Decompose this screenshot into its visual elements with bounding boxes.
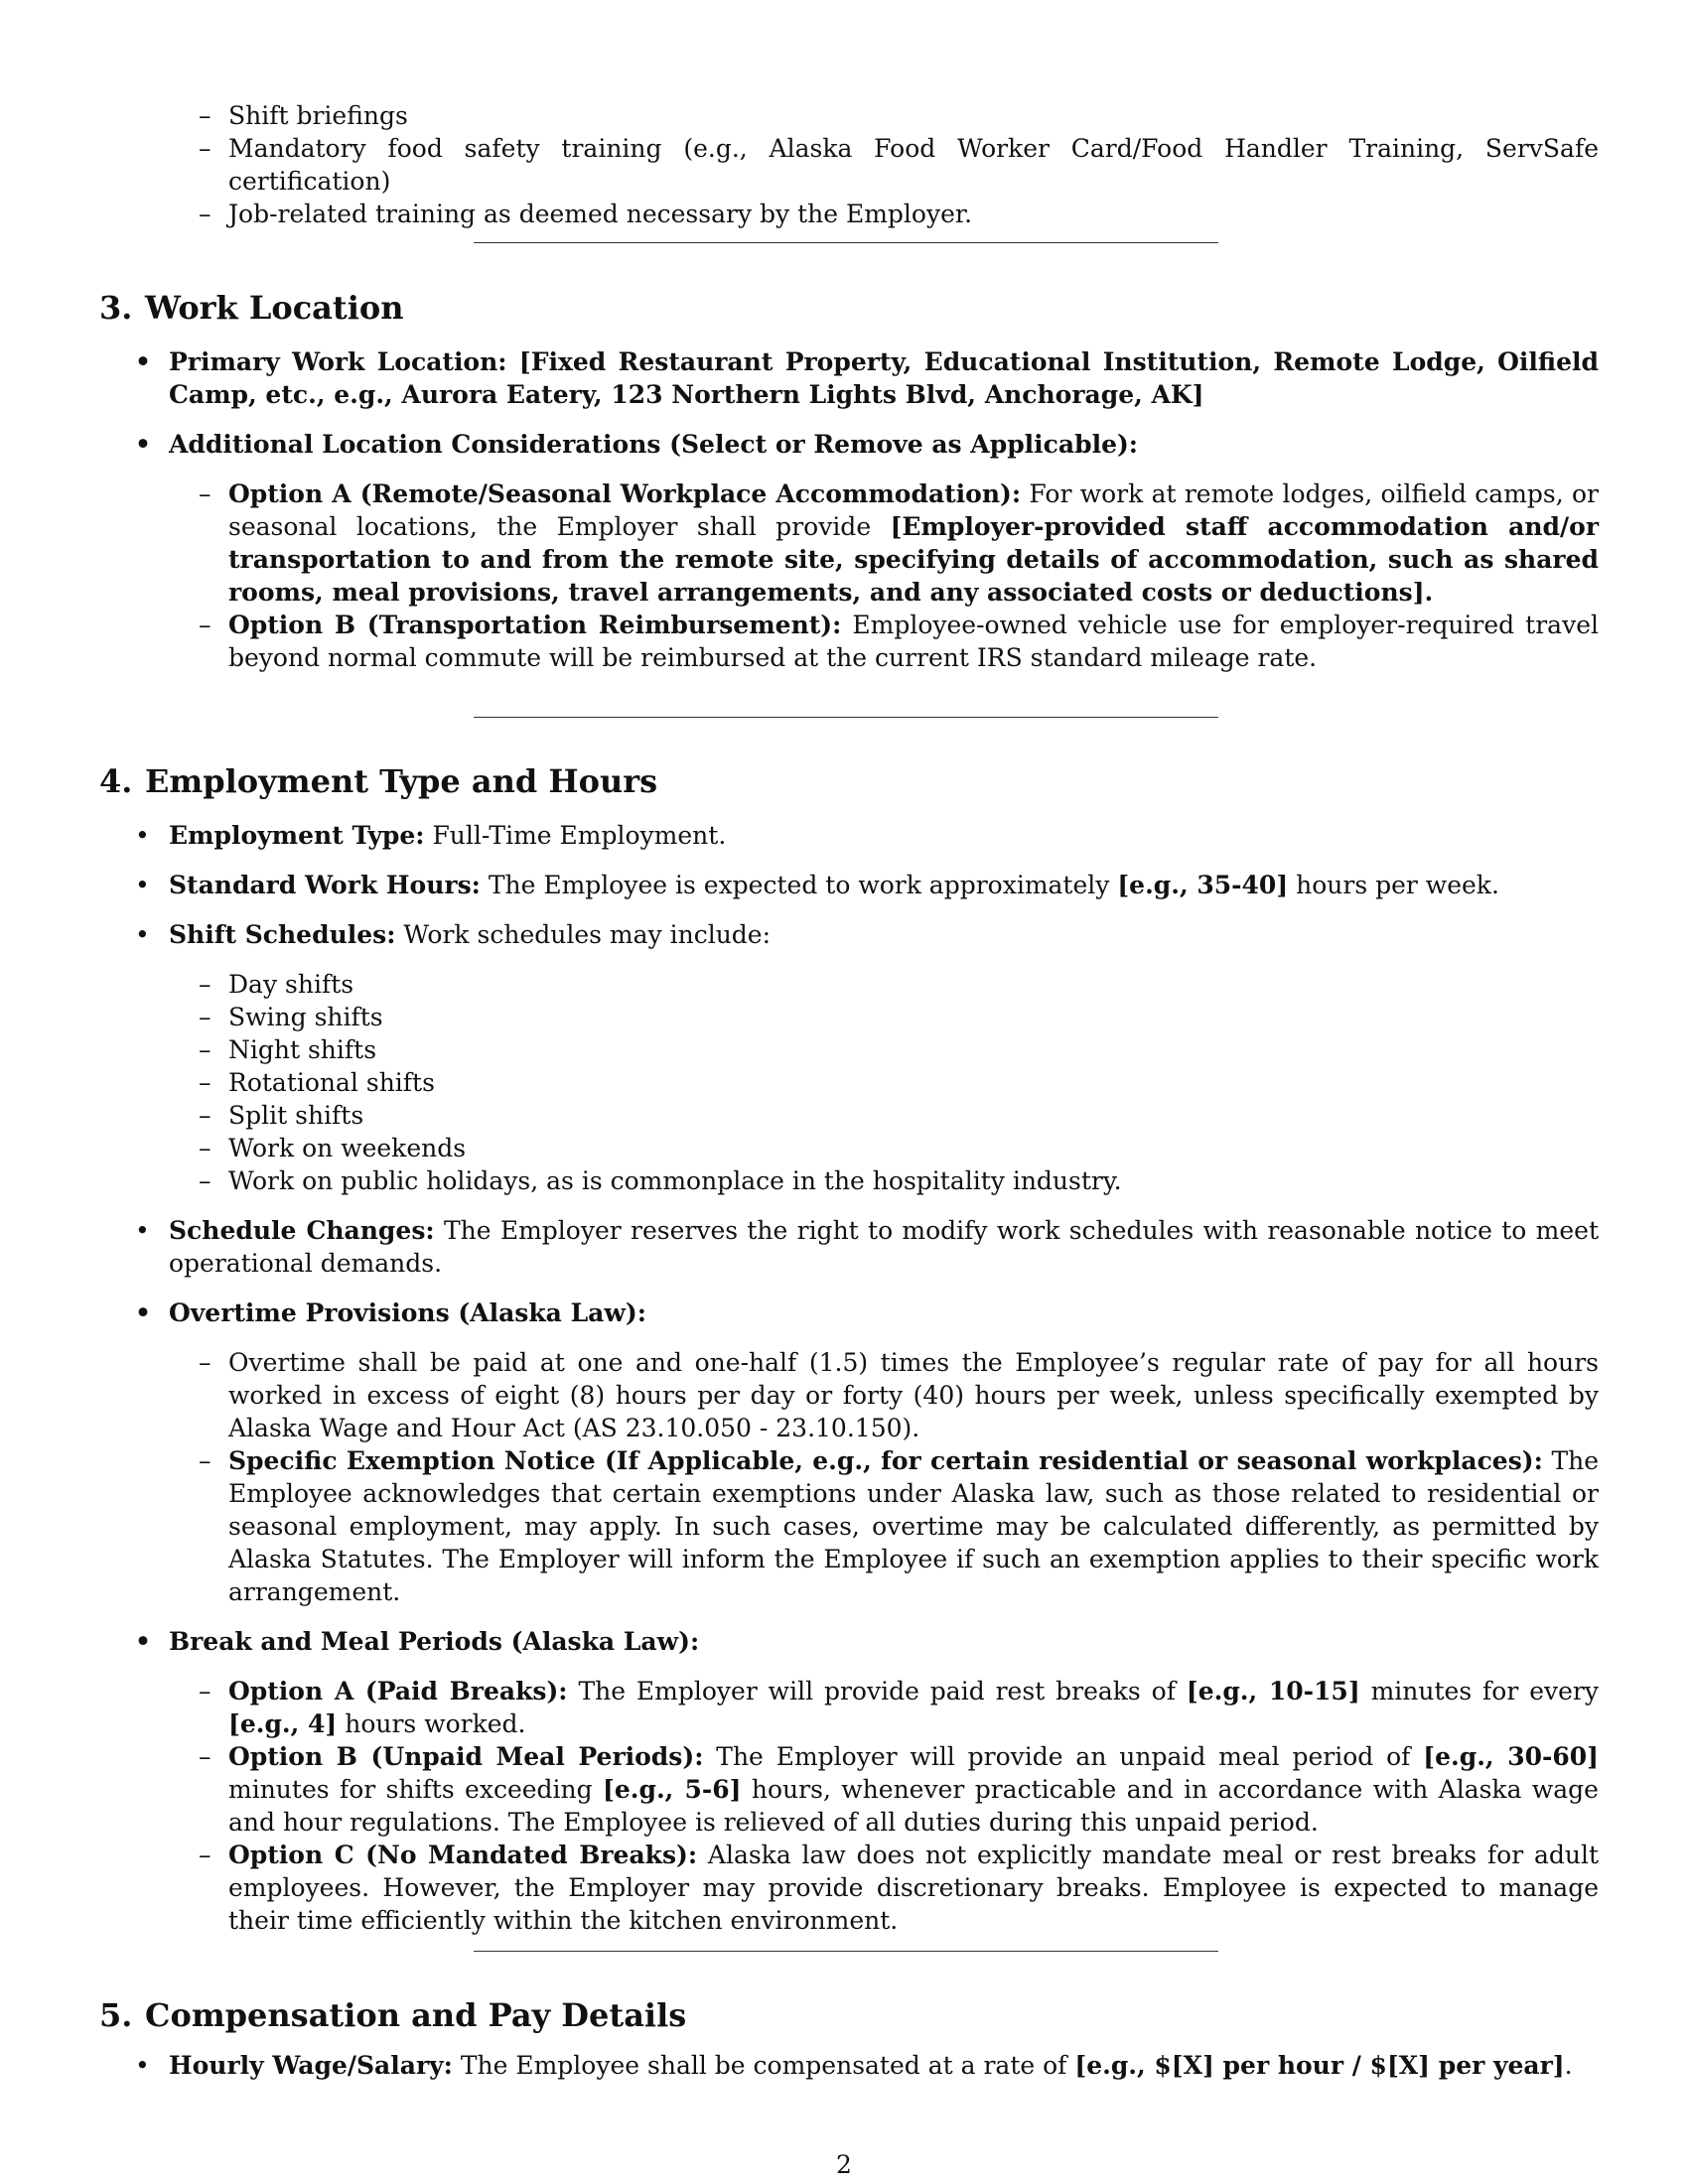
break-option-a-value: [e.g., 10-15] [1186,1677,1360,1706]
section-5-body [99,2049,1599,2082]
list-item: – Work on public holidays, as is commonplace in the hospitality industry. [99,1164,1599,1197]
schedule-changes-label: Schedule Changes: [169,1216,435,1245]
schedule-changes-text: The Employer reserves the right to modify work schedules with reasonable notice to meet operational demands. [169,1216,1599,1278]
list-item [99,918,1599,951]
section-number: 5. [99,1996,133,2034]
list-item [99,869,1599,901]
section-divider [474,717,1218,718]
exemption-text: The Employee acknowledges that certain exemptions under Alaska law, such as those related to residential or seasonal employment, may apply. In such cases, overtime may be calculated differently, as permitted by Alaska Statutes. The Employer will inform the Employee if such an exemption applies to their specific work arrangement. [228,1446,1600,1606]
break-option-b-text: The Employer will provide an unpaid meal period of [716,1742,1411,1771]
list-item [99,1675,1599,1740]
wage-label: Hourly Wage/Salary: [169,2051,453,2080]
list-item: – Night shifts [99,1033,1599,1066]
break-option-b-label: Option B (Unpaid Meal Periods): [228,1742,704,1771]
section-3-heading [99,288,403,328]
list-item: – Work on weekends [99,1132,1599,1164]
work-hours-value: [e.g., 35-40] [1117,871,1289,899]
section-divider [474,242,1218,243]
additional-location-label: Additional Location Considerations (Select or Remove as Applicable): [169,430,1139,459]
break-option-b-value: [e.g., 30-60] [1423,1742,1599,1771]
list-item [99,819,1599,852]
section-3-body [99,345,1599,674]
break-option-a-value: [e.g., 4] [228,1709,338,1738]
option-a-text: For work at remote lodges, oilfield camps, or seasonal locations, the Employer shall provide [228,479,1600,541]
list-item: – Day shifts [99,968,1599,1001]
list-item [99,1214,1599,1280]
break-option-b-text: hours, whenever practicable and in accordance with Alaska wage and hour regulations. The Employee is relieved of all duties during this unpaid period. [228,1775,1599,1837]
work-hours-text: The Employee is expected to work approximately [488,871,1110,899]
section-title: Compensation and Pay Details [145,1996,687,2034]
list-item [99,428,1599,461]
section-number: 4. [99,762,133,800]
list-item [99,1839,1599,1937]
section-title: Employment Type and Hours [145,762,658,800]
list-item: – Split shifts [99,1099,1599,1132]
section-4-body [99,819,1599,1937]
list-item [99,1625,1599,1658]
option-b-text: Employee-owned vehicle use for employer-required travel beyond normal commute will be reimbursed at the current IRS standard mileage rate. [228,611,1599,672]
page-number: 2 [836,2150,852,2179]
section-divider [474,1951,1218,1952]
break-option-b-value: [e.g., 5-6] [603,1775,742,1804]
option-a-bold: [Employer-provided staff accommodation and/or transportation to and from the remote site, specifying details of accommodation, such as shared rooms, meal provisions, travel arrangements, and any associated costs or deductions]. [228,512,1600,607]
break-option-a-label: Option A (Paid Breaks): [228,1677,568,1706]
primary-location-value: [Fixed Restaurant Property, Educational Institution, Remote Lodge, Oilfield Camp, etc., e.g., Aurora Eatery, 123 Northern Lights Blvd, Anchorage, AK] [169,347,1599,409]
break-option-c-label: Option C (No Mandated Breaks): [228,1841,698,1869]
shift-schedules-label: Shift Schedules: [169,920,396,949]
option-b-label: Option B (Transportation Reimbursement): [228,611,842,639]
work-hours-suffix: hours per week. [1296,871,1499,899]
overtime-label: Overtime Provisions (Alaska Law): [169,1298,646,1327]
break-option-a-text: minutes for every [1370,1677,1599,1706]
list-item [99,2049,1599,2082]
employment-type-text: Full-Time Employment. [432,821,727,850]
list-item: – Job-related training as deemed necessary by the Employer. [99,198,1599,230]
break-option-a-text: The Employer will provide paid rest breaks of [578,1677,1176,1706]
section-5-heading [99,1995,686,2035]
wage-text: The Employee shall be compensated at a rate of [460,2051,1067,2080]
list-item: – Overtime shall be paid at one and one-half (1.5) times the Employee’s regular rate of pay for all hours worked in excess of eight (8) hours per day or forty (40) hours per week, unless specifically exempted by Alaska Wage and Hour Act (AS 23.10.050 - 23.10.150). [99,1346,1599,1444]
list-item: – Swing shifts [99,1001,1599,1033]
list-item [99,1740,1599,1839]
option-a-label: Option A (Remote/Seasonal Workplace Accommodation): [228,479,1022,508]
breaks-label: Break and Meal Periods (Alaska Law): [169,1627,700,1656]
employment-type-label: Employment Type: [169,821,425,850]
break-option-c-text: Alaska law does not explicitly mandate meal or rest breaks for adult employees. However, the Employer may provide discretionary breaks. Employee is expected to manage their time efficiently within the kitchen environment. [228,1841,1600,1935]
work-hours-label: Standard Work Hours: [169,871,481,899]
section-number: 3. [99,289,133,327]
list-item: – Rotational shifts [99,1066,1599,1099]
wage-value: [e.g., $[X] per hour / $[X] per year] [1074,2051,1565,2080]
list-item [99,345,1599,411]
list-item [99,478,1599,609]
list-item [99,1297,1599,1329]
primary-location-label: Primary Work Location: [169,347,507,376]
list-item: – Mandatory food safety training (e.g., Alaska Food Worker Card/Food Handler Training, ServSafe certification) [99,132,1599,198]
exemption-label: Specific Exemption Notice (If Applicable, e.g., for certain residential or seasonal workplaces): [228,1446,1543,1475]
section-title: Work Location [145,289,404,327]
break-option-a-text: hours worked. [345,1709,526,1738]
list-item: – Shift briefings [99,99,1599,132]
list-item [99,1444,1599,1608]
training-list [99,99,1599,230]
shift-schedules-text: Work schedules may include: [403,920,772,949]
section-4-heading [99,761,657,801]
list-item [99,609,1599,674]
wage-suffix: . [1564,2051,1573,2080]
break-option-b-text: minutes for shifts exceeding [228,1775,593,1804]
